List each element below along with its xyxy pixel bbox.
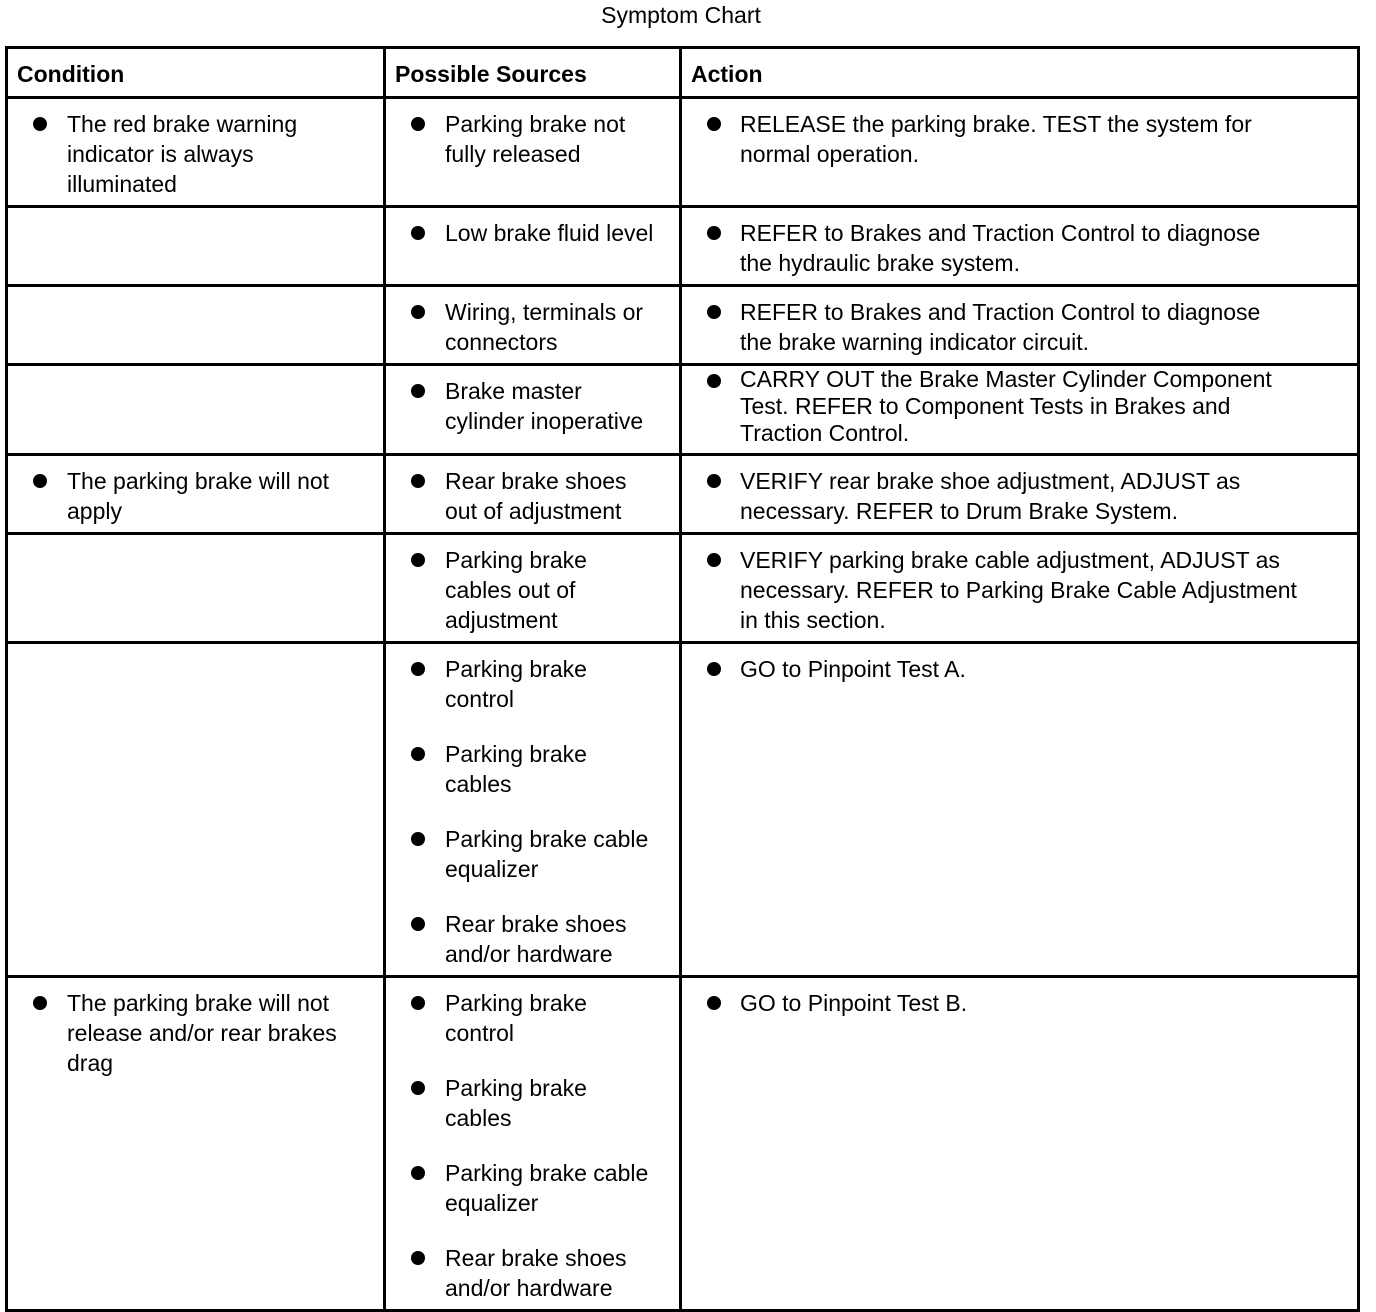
action-item	[682, 366, 1349, 447]
source-item	[386, 109, 671, 169]
source-text: Rear brake shoes and/or hardware	[445, 1245, 627, 1301]
condition-item	[8, 988, 375, 1078]
condition-text: The parking brake will not apply	[67, 468, 330, 524]
action-cell	[681, 365, 1359, 455]
action-cell	[681, 534, 1359, 643]
condition-cell	[7, 207, 385, 286]
bullet-icon	[411, 747, 425, 761]
condition-text: The parking brake will not release and/or rear brakes drag	[67, 990, 337, 1076]
bullet-icon	[411, 117, 425, 131]
bullet-icon	[411, 917, 425, 931]
sources-cell	[385, 286, 681, 365]
bullet-icon	[707, 553, 721, 567]
source-text: Parking brake cables	[445, 1075, 587, 1131]
condition-cell	[7, 98, 385, 207]
action-cell	[681, 977, 1359, 1311]
action-item	[682, 218, 1349, 278]
source-text: Wiring, terminals or connectors	[445, 299, 644, 355]
condition-cell	[7, 534, 385, 643]
action-cell	[681, 207, 1359, 286]
table-header-row	[7, 48, 1359, 98]
bullet-icon	[411, 1081, 425, 1095]
action-cell	[681, 643, 1359, 977]
source-text: Brake master cylinder inoperative	[445, 378, 644, 434]
table-row	[7, 365, 1359, 455]
action-item	[682, 109, 1349, 169]
action-text: REFER to Brakes and Traction Control to diagnose the hydraulic brake system.	[740, 220, 1261, 276]
sources-cell	[385, 977, 681, 1311]
action-text: VERIFY rear brake shoe adjustment, ADJUST as necessary. REFER to Drum Brake System.	[740, 468, 1241, 524]
bullet-icon	[411, 226, 425, 240]
source-text: Parking brake cable equalizer	[445, 1160, 649, 1216]
source-item	[386, 739, 671, 799]
condition-item	[8, 109, 375, 199]
action-item	[682, 988, 1349, 1018]
sources-cell	[385, 207, 681, 286]
condition-cell	[7, 977, 385, 1311]
table-row	[7, 643, 1359, 977]
source-item	[386, 909, 671, 969]
bullet-icon	[411, 996, 425, 1010]
source-text: Low brake fluid level	[445, 220, 654, 246]
source-item	[386, 376, 671, 436]
sources-cell	[385, 98, 681, 207]
action-cell	[681, 455, 1359, 534]
header-possible-sources: Possible Sources	[385, 48, 681, 98]
action-cell	[681, 98, 1359, 207]
header-action: Action	[681, 48, 1359, 98]
table-row	[7, 977, 1359, 1311]
action-item	[682, 466, 1349, 526]
condition-text: The red brake warning indicator is always illuminated	[67, 111, 298, 197]
bullet-icon	[411, 305, 425, 319]
source-text: Rear brake shoes and/or hardware	[445, 911, 627, 967]
condition-cell	[7, 365, 385, 455]
bullet-icon	[411, 1251, 425, 1265]
source-text: Parking brake control	[445, 990, 587, 1046]
source-text: Parking brake cable equalizer	[445, 826, 649, 882]
table-row	[7, 98, 1359, 207]
action-text: REFER to Brakes and Traction Control to diagnose the brake warning indicator circuit.	[740, 299, 1261, 355]
bullet-icon	[33, 474, 47, 488]
action-text: GO to Pinpoint Test B.	[740, 990, 968, 1016]
source-text: Rear brake shoes out of adjustment	[445, 468, 627, 524]
source-item	[386, 1158, 671, 1218]
bullet-icon	[411, 1166, 425, 1180]
source-item	[386, 988, 671, 1048]
table-row	[7, 207, 1359, 286]
bullet-icon	[707, 374, 721, 388]
bullet-icon	[411, 553, 425, 567]
bullet-icon	[707, 117, 721, 131]
chart-title: Symptom Chart	[601, 2, 761, 28]
source-item	[386, 654, 671, 714]
source-text: Parking brake control	[445, 656, 587, 712]
header-condition: Condition	[7, 48, 385, 98]
sources-cell	[385, 534, 681, 643]
condition-cell	[7, 286, 385, 365]
table-row	[7, 286, 1359, 365]
action-item	[682, 297, 1349, 357]
bullet-icon	[411, 384, 425, 398]
source-item	[386, 297, 671, 357]
condition-item	[8, 466, 375, 526]
bullet-icon	[707, 305, 721, 319]
source-text: Parking brake cables out of adjustment	[445, 547, 587, 633]
condition-cell	[7, 455, 385, 534]
action-text: GO to Pinpoint Test A.	[740, 656, 966, 682]
action-text: CARRY OUT the Brake Master Cylinder Component Test. REFER to Component Tests in Brakes and Traction Control.	[740, 366, 1272, 446]
table-row	[7, 455, 1359, 534]
source-item	[386, 218, 671, 248]
bullet-icon	[707, 662, 721, 676]
bullet-icon	[411, 474, 425, 488]
condition-cell	[7, 643, 385, 977]
bullet-icon	[707, 996, 721, 1010]
bullet-icon	[33, 117, 47, 131]
bullet-icon	[411, 662, 425, 676]
bullet-icon	[33, 996, 47, 1010]
action-text: VERIFY parking brake cable adjustment, ADJUST as necessary. REFER to Parking Brake Cable Adjustment in this section.	[740, 547, 1297, 633]
source-item	[386, 545, 671, 635]
action-item	[682, 545, 1349, 635]
source-item	[386, 466, 671, 526]
source-item	[386, 1243, 671, 1303]
sources-cell	[385, 643, 681, 977]
sources-cell	[385, 365, 681, 455]
source-text: Parking brake cables	[445, 741, 587, 797]
symptom-table	[5, 46, 1360, 1312]
bullet-icon	[707, 474, 721, 488]
bullet-icon	[411, 832, 425, 846]
bullet-icon	[707, 226, 721, 240]
action-text: RELEASE the parking brake. TEST the system for normal operation.	[740, 111, 1252, 167]
sources-cell	[385, 455, 681, 534]
source-text: Parking brake not fully released	[445, 111, 626, 167]
action-cell	[681, 286, 1359, 365]
source-item	[386, 824, 671, 884]
source-item	[386, 1073, 671, 1133]
table-row	[7, 534, 1359, 643]
action-item	[682, 654, 1349, 684]
